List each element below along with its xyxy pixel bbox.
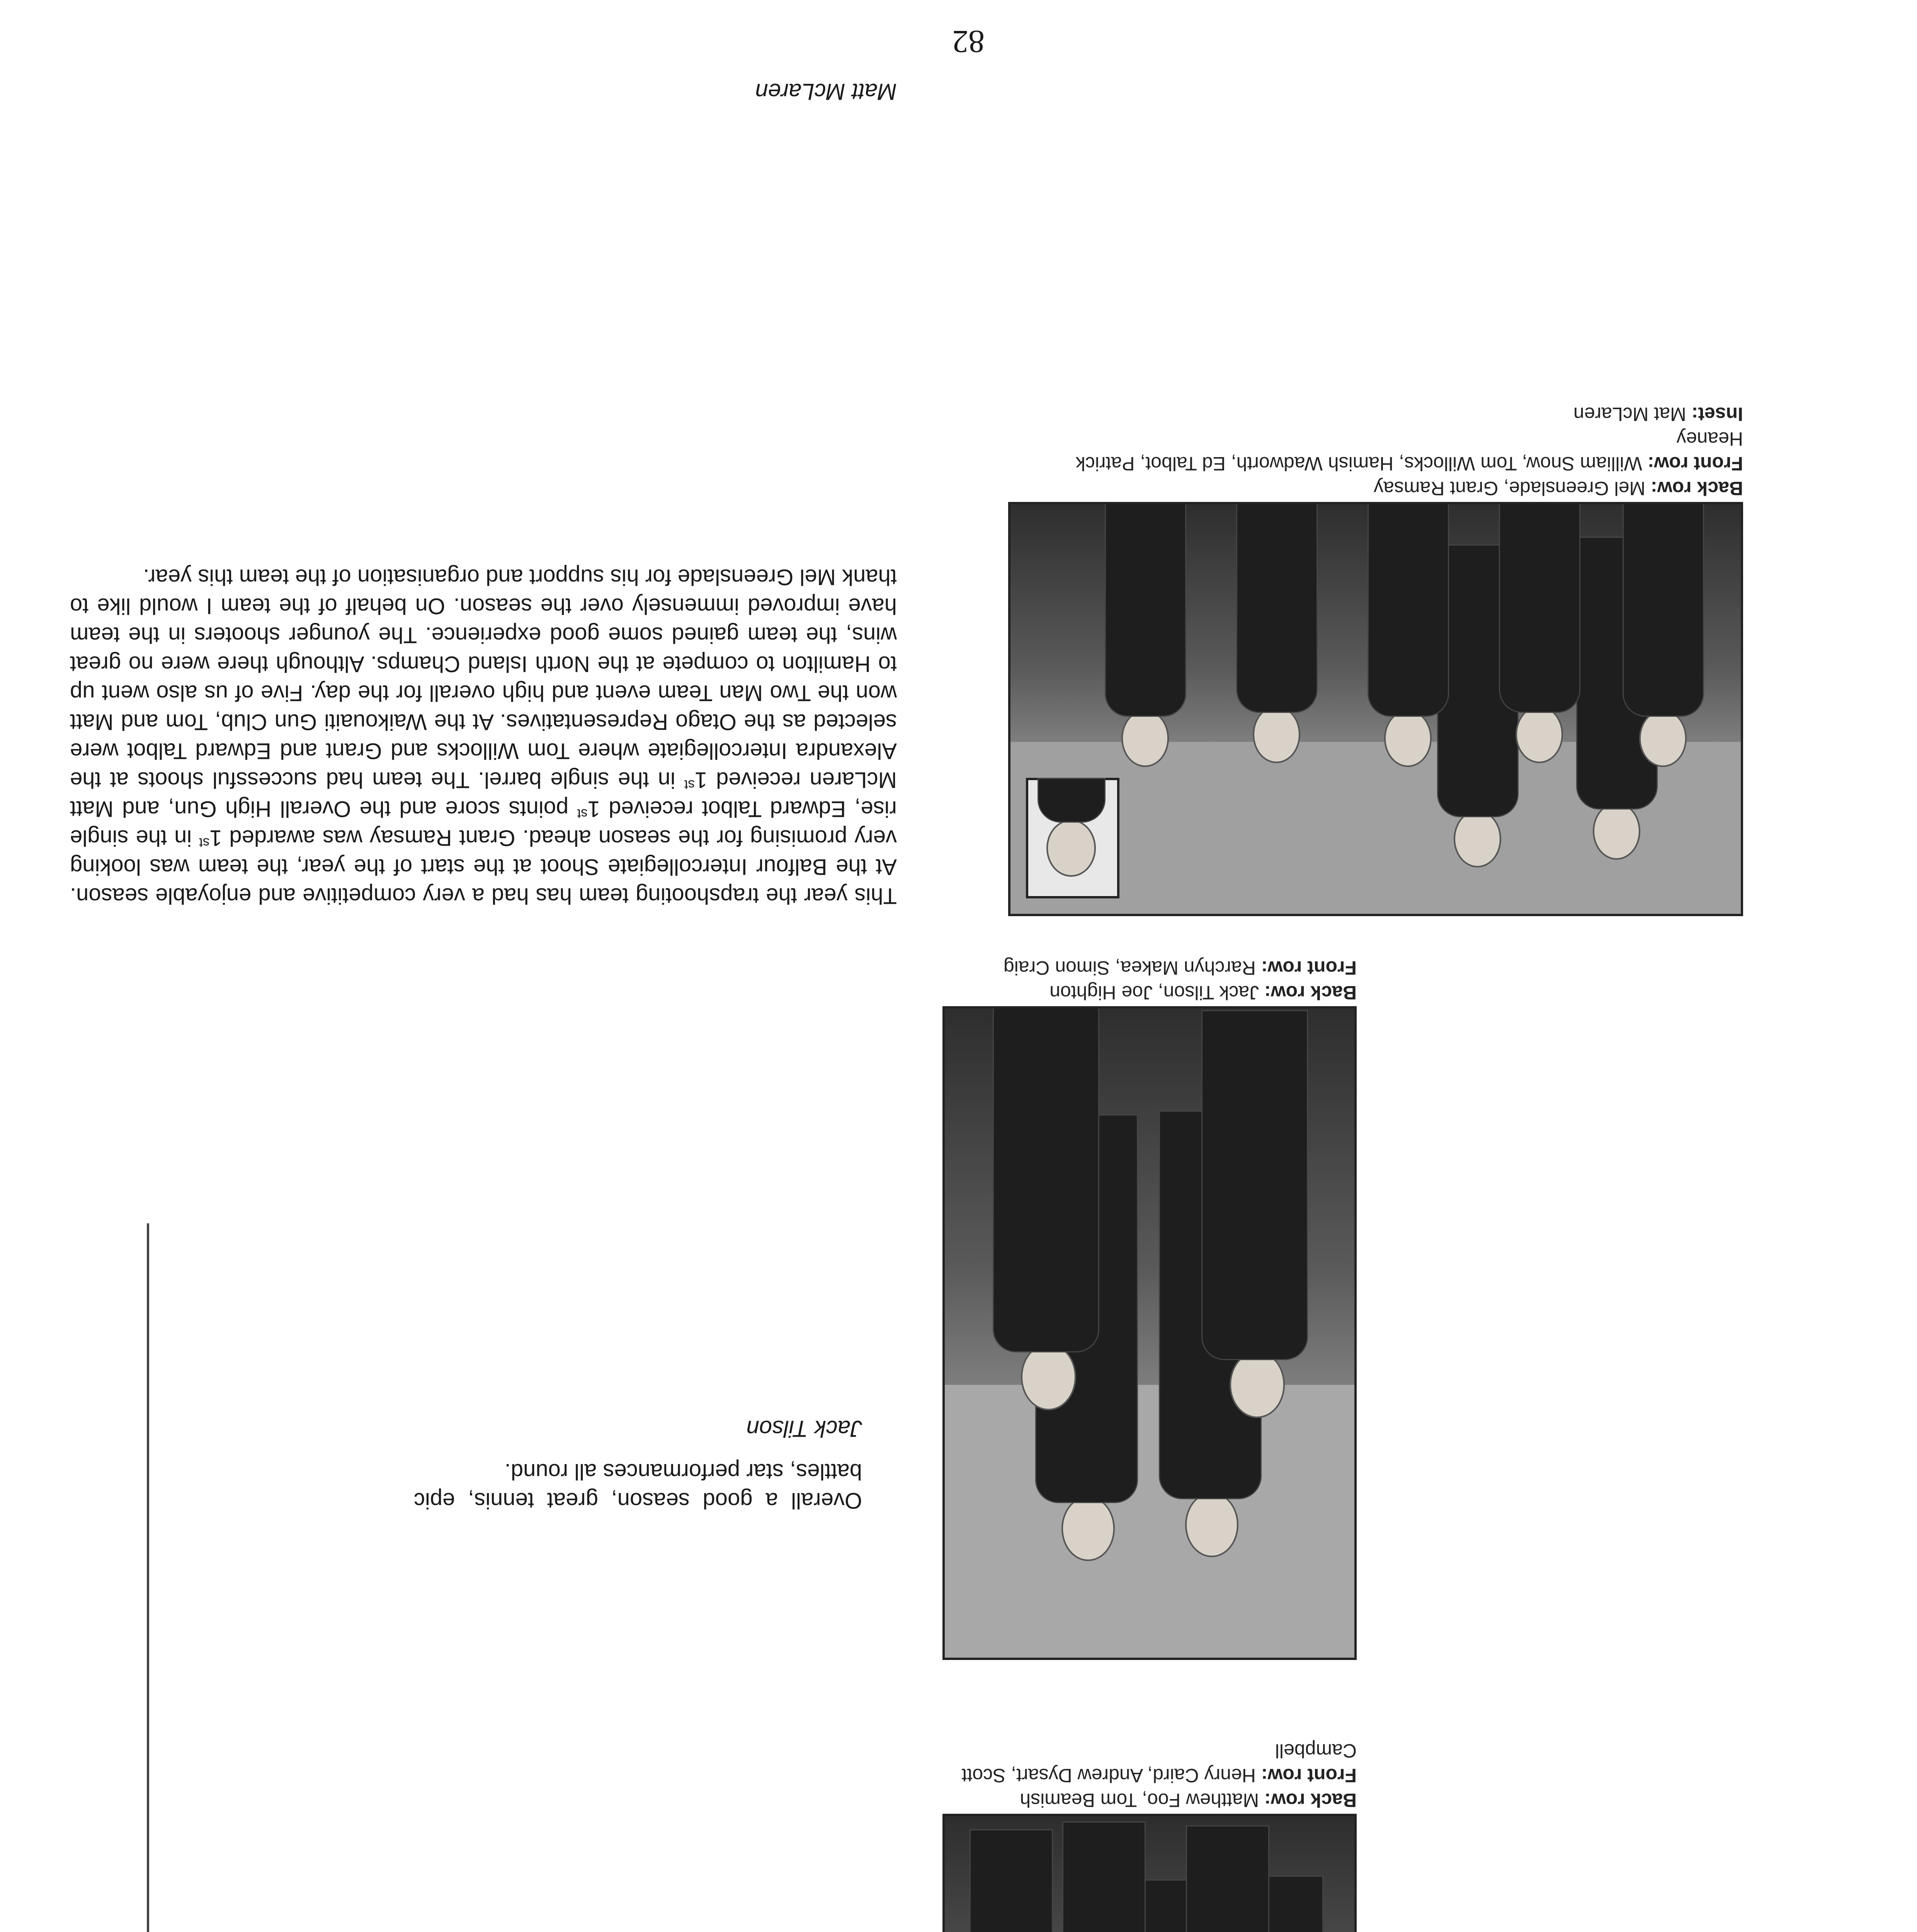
caption-back-label: Back row: bbox=[1651, 478, 1743, 499]
trapshooting-sup-1: st bbox=[199, 835, 210, 850]
trapshooting-signature: Matt McLaren bbox=[755, 79, 897, 105]
caption-front-label: Front row: bbox=[1261, 1765, 1357, 1786]
tennis-second-signature: Jack Tilson bbox=[746, 1416, 862, 1442]
tennis-1sts-team-photo bbox=[942, 1814, 1357, 1932]
caption-front-names: William Snow, Tom Willocks, Hamish Wadworth, Ed Talbot, Patrick Heaney bbox=[1075, 428, 1743, 474]
trapshooting-paragraph bbox=[70, 563, 897, 910]
caption-inset-label: Inset: bbox=[1691, 403, 1743, 425]
tennis-1sts-caption bbox=[947, 1738, 1357, 1813]
tennis-second-team-photo bbox=[942, 1006, 1357, 1660]
trapshooting-caption-block bbox=[1013, 402, 1743, 501]
trapshooting-text-4: in the single barrel. The team had successful shoots at the Alexandra Intercollegiate where Tom Willocks and Grant and Edward Talbot were selected as the Otago Representatives. At the Waikouaiti Gun Club, Tom and Matt won the Two Man Team event and high overall for the day. Five of us also went up to Hamilton to compete at the North Island Champs. Although there were no great wins, the team gained some good experience. The younger shooters in the team have improved immensely over the season. On behalf of the team I would like to thank Mel Greenslade for his support and organisation of the team this year. bbox=[70, 565, 897, 793]
margin-rule bbox=[147, 1223, 149, 1932]
trapshooting-text-3: points score and the Overall High Gun, and Matt McLaren received 1 bbox=[70, 767, 897, 821]
caption-back-label: Back row: bbox=[1264, 1789, 1357, 1811]
tennis-second-paragraph: Overall a good season, great tennis, epic battles, star performances all round. bbox=[414, 1459, 862, 1513]
caption-front-names: Rarchyn Makea, Simon Craig bbox=[1003, 957, 1256, 979]
tennis-second-caption bbox=[947, 956, 1357, 1005]
page-number: 82 bbox=[952, 24, 985, 60]
inset-portrait bbox=[1026, 778, 1119, 898]
caption-back-names: Mel Greenslade, Grant Ramsay bbox=[1374, 478, 1646, 499]
caption-front-label: Front row: bbox=[1261, 957, 1357, 979]
caption-back-names: Jack Tilson, Joe Highton bbox=[1050, 982, 1259, 1003]
trapshooting-team-photo bbox=[1008, 502, 1743, 916]
trapshooting-sup-3: st bbox=[684, 777, 695, 793]
caption-back-label: Back row: bbox=[1264, 982, 1357, 1003]
caption-inset-name: Mat McLaren bbox=[1573, 403, 1686, 425]
trapshooting-text-1: This year the trapshooting team has had a very competitive and enjoyable season. At the Balfour Intercollegiate Shoot at the start of the year, the team was looking very promising for the season ahead. Grant Ramsay was awarded 1 bbox=[70, 825, 897, 908]
trapshooting-sup-2: st bbox=[577, 806, 588, 821]
caption-front-label: Front row: bbox=[1647, 453, 1743, 474]
caption-back-names: Matthew Foo, Tom Beamish bbox=[1020, 1789, 1259, 1811]
trapshooting-text-2: in the single rise, Edward Talbot received 1 bbox=[70, 796, 897, 850]
caption-front-names: Henry Caird, Andrew Dysart, Scott Campbell bbox=[961, 1740, 1357, 1786]
